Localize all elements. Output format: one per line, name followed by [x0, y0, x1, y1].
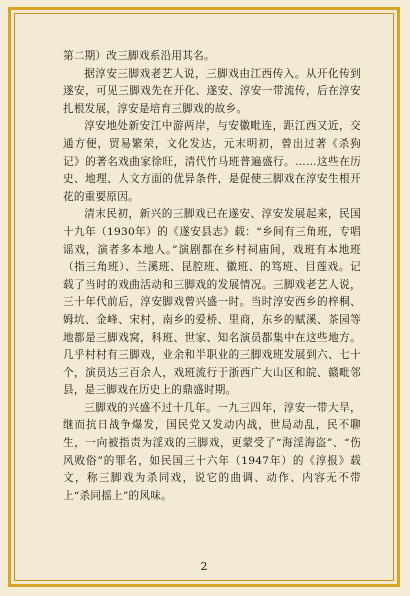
- paragraph-2: 据淳安三脚戏老艺人说，三脚戏由江西传入。从开化传到遂安，可见三脚戏先在开化、遂安、淳安一带流传，后在淳安扎根发展，淳安是培育三脚戏的故乡。: [63, 67, 361, 115]
- paragraph-5: 三脚戏的兴盛不过十几年。一九三四年，淳安一带大旱，继而抗日战争爆发，国民党又发动内战，世局动乱，民不聊生，一向被指责为淫戏的三脚戏，更蒙受了“海淫海盗”、“伤风败俗”的罪名，如民国三十六年（1947年）的《淳报》载文，称三脚戏为杀同戏，说它的曲调、动作、内容无不带上“杀同摇上”的风味。: [63, 401, 361, 502]
- paragraph-3: 淳安地处新安江中游两岸，与安徽毗连，距江西又近，交通方便，贸易繁荣，文化发达，元末明初，曾出过著《杀狗记》的著名戏曲家徐旺，清代竹马班普遍盛行。……这些在历史、地理、人文方面的优异条件，是促使三脚戏在淳安生根开花的重要原因。: [63, 120, 361, 203]
- document-page: [8, 7, 400, 587]
- paragraph-1: 第二期）改三脚戏系沿用其名。: [63, 50, 215, 62]
- body-text: [63, 48, 361, 505]
- page-border: [14, 13, 394, 581]
- page-number: 2: [200, 560, 208, 573]
- paragraph-4: 清末民初，新兴的三脚戏已在遂安、淳安发展起来，民国十九年（1930年）的《遂安县志》载：“乡间有三角班，专唱谣戏，演者多本地人。”演剧都在乡村祠庙间，戏班有本地班（指三角班）、兰溪班、昆腔班、徽班、的笃班、目莲戏。记载了当时的戏曲活动和三脚戏的发展情况。三脚戏老艺人说，三十年代前后，淳安脚戏曾兴盛一时。当时淳安西乡的梓桐、姆坑、金峰、宋村，南乡的爱桥、里商，东乡的赋溪、茶园等地都是三脚戏窝，科班、世家、知名演员都集中在这些地方。几乎村村有三脚戏，业余和半职业的三脚戏班发展到六、七十个，演员达三百余人，戏班流行于浙西广大山区和皖、赣毗邻县，是三脚戏在历史上的鼎盛时期。: [63, 208, 361, 397]
